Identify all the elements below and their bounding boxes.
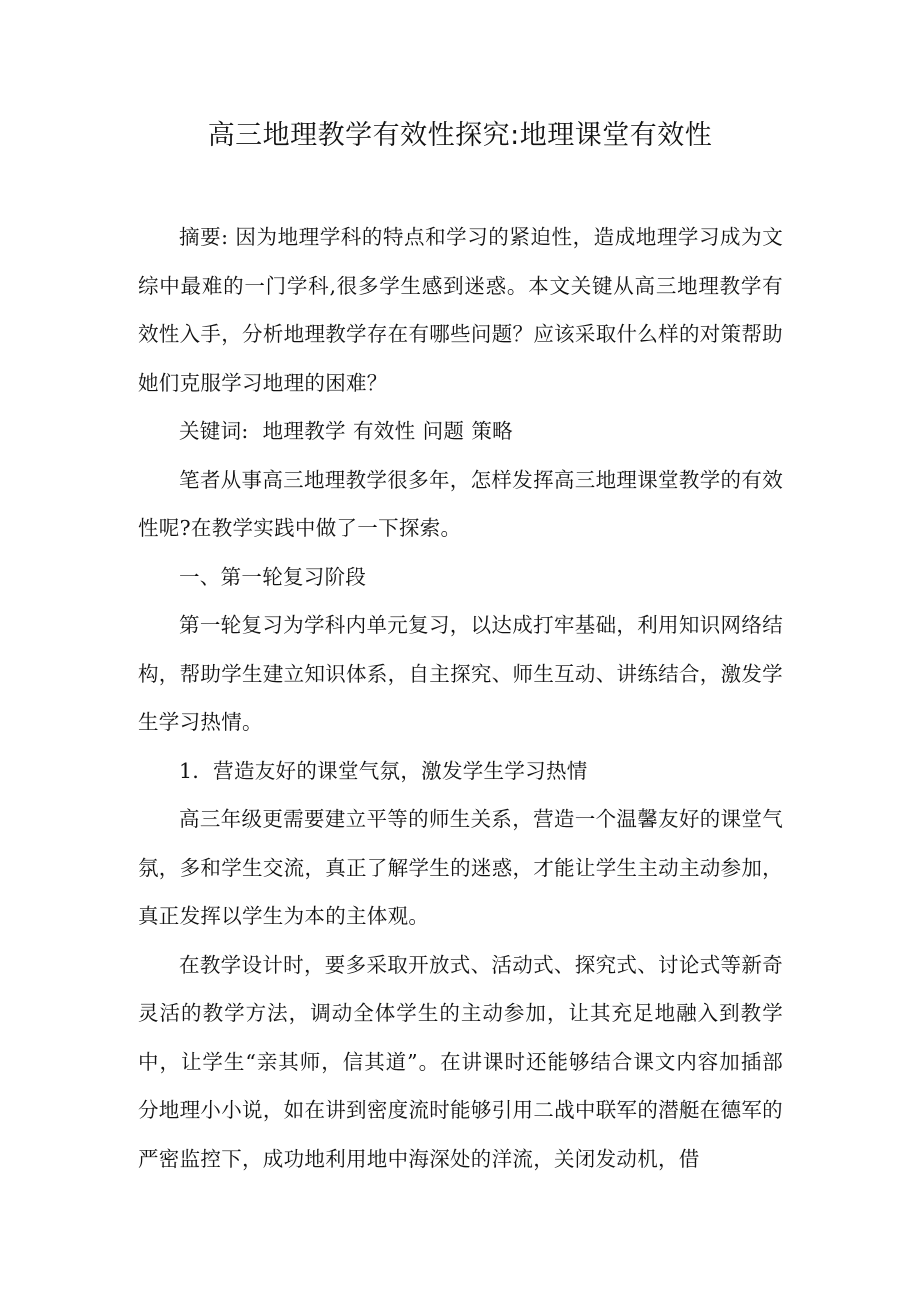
- keywords-line: [138, 407, 783, 456]
- abstract-paragraph: 摘要: 因为地理学科的特点和学习的紧迫性，造成地理学习成为文综中最难的一门学科,很多学生感到迷惑。本文关键从高三地理教学有效性入手，分析地理教学存在有哪些问题？应该采取什么样的对策帮助她们克服学习地理的困难？: [138, 225, 783, 395]
- document-body: [138, 213, 783, 1183]
- body-paragraph: 高三年级更需要建立平等的师生关系，营造一个温馨友好的课堂气氛，多和学生交流，真正了解学生的迷惑，才能让学生主动主动参加，真正发挥以学生为本的主体观。: [138, 807, 783, 928]
- intro-paragraph: 笔者从事高三地理教学很多年，怎样发挥高三地理课堂教学的有效性呢?在教学实践中做了一下探索。: [138, 467, 783, 540]
- keyword: 问题: [422, 419, 465, 443]
- document-title: 高三地理教学有效性探究:地理课堂有效性: [207, 120, 713, 151]
- keywords-label: 关键词:: [179, 419, 256, 443]
- keyword: 策略: [471, 419, 513, 443]
- body-paragraph: 在教学设计时，要多采取开放式、活动式、探究式、讨论式等新奇灵活的教学方法，调动全体学生的主动参加，让其充足地融入到教学中，让学生“亲其师，信其道”。在讲课时还能够结合课文内容加插部分地理小小说，如在讲到密度流时能够引用二战中联军的潜艇在德军的严密监控下，成功地利用地中海深处的洋流，关闭发动机，借: [138, 952, 783, 1171]
- section-heading: 一、第一轮复习阶段: [179, 564, 367, 589]
- keyword: 地理教学: [262, 419, 346, 443]
- keyword: 有效性: [352, 419, 416, 443]
- section-paragraph: 第一轮复习为学科内单元复习，以达成打牢基础，利用知识网络结构，帮助学生建立知识体系，自主探究、师生互动、讲练结合，激发学生学习热情。: [138, 613, 783, 734]
- subsection-heading: 1．营造友好的课堂气氛，激发学生学习热情: [179, 758, 588, 783]
